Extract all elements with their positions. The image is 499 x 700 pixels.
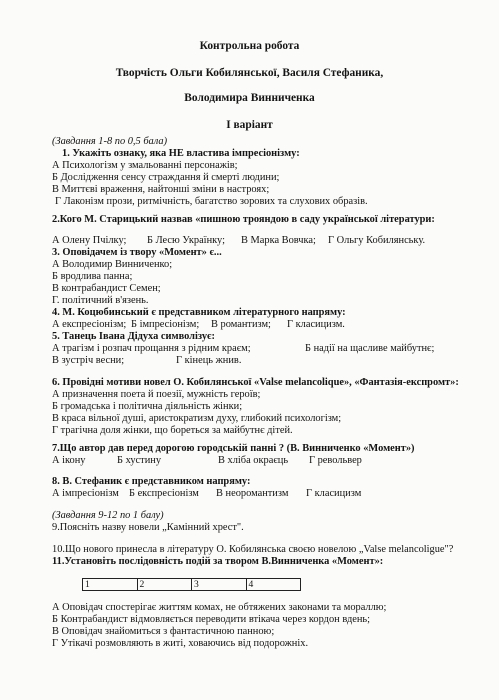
q11-option-g: Г Утікачі розмовляють в житі, ховаючись від подорожніх.	[52, 638, 309, 649]
q11-option-v: В Оповідач знайомиться з фантастичною панною;	[52, 626, 275, 637]
q1-option-g: Г Лаконізм прози, ритмічність, багатство зорових та слухових образів.	[55, 196, 368, 207]
q5-question: 5. Танець Івана Дідуха символізує:	[52, 331, 215, 342]
q7-question: 7.Що автор дав перед дорогою городській панні ? (В. Винниченко «Момент»)	[52, 443, 415, 454]
document-subtitle-line2: Володимира Винниченка	[184, 92, 315, 104]
q3-option-g: Г. політичний в'язень.	[52, 295, 149, 306]
section2-note: (Завдання 9-12 по 1 балу)	[52, 510, 164, 521]
q1-option-a: А Психологізм у змальованні персонажів;	[52, 160, 238, 171]
answer-cell-2[interactable]: 2	[138, 579, 193, 590]
q5-option-a: А трагізм і розпач прощання з рідним краєм;	[52, 343, 251, 354]
q4-question: 4. М. Коцюбинський є представником літературного напряму:	[52, 307, 346, 318]
q3-question: 3. Оповідачем із твору «Момент» є...	[52, 247, 222, 258]
q4-option-g: Г класицизм.	[287, 319, 345, 330]
q11-option-a: А Оповідач спостерігає життям комах, не обтяжених законами та мораллю;	[52, 602, 387, 613]
q8-question: 8. В. Стефаник є представником напряму:	[52, 476, 251, 487]
q6-option-a: А призначення поета й поезії, мужність героїв;	[52, 389, 261, 400]
q7-option-a: А ікону	[52, 455, 86, 466]
q11-question: 11.Установіть послідовність подій за твором В.Винниченка «Момент»:	[52, 556, 384, 567]
q2-option-g: Г Ольгу Кобилянську.	[328, 235, 426, 246]
q1-option-b: Б Дослідження сенсу страждання й смерті людини;	[52, 172, 280, 183]
q2-option-b: Б Лесю Українку;	[147, 235, 225, 246]
q9-question: 9.Поясніть назву новели „Камінний хрест".	[52, 522, 244, 533]
q8-option-v: В неоромантизм	[216, 488, 289, 499]
q3-option-b: Б вродлива панна;	[52, 271, 133, 282]
q4-option-a: А експресіонізм;	[52, 319, 127, 330]
answer-cell-4[interactable]: 4	[248, 579, 254, 590]
q8-option-g: Г класицизм	[306, 488, 362, 499]
q3-option-v: В контрабандист Семен;	[52, 283, 161, 294]
q7-option-v: В хліба окраєць	[218, 455, 289, 466]
q8-option-b: Б експресіонізм	[129, 488, 199, 499]
variant-label: І варіант	[226, 119, 273, 131]
q6-question: 6. Провідні мотиви новел О. Кобилянської «Valse melancolique», «Фантазія-експромт»:	[52, 377, 459, 388]
document-subtitle-line1: Творчість Ольги Кобилянської, Василя Стефаника,	[115, 67, 384, 79]
q2-option-v: В Марка Вовчка;	[241, 235, 316, 246]
q11-answer-grid[interactable]	[82, 578, 301, 591]
q8-option-a: А імпресіонізм	[52, 488, 119, 499]
q5-option-b: Б надії на щасливе майбутнє;	[305, 343, 435, 354]
q6-option-g: Г трагічна доля жінки, що бореться за майбутнє дітей.	[52, 425, 293, 436]
q6-option-b: Б громадська і політична діяльність жінки;	[52, 401, 243, 412]
answer-cell-3[interactable]: 3	[192, 579, 247, 590]
q7-option-g: Г револьвер	[309, 455, 362, 466]
q2-question: 2.Кого М. Старицький назвав «пишною трояндою в саду української літератури:	[52, 214, 435, 225]
answer-cell-1[interactable]: 1	[83, 579, 138, 590]
q7-option-b: Б хустину	[117, 455, 162, 466]
section1-note: (Завдання 1-8 по 0,5 бала)	[52, 136, 168, 147]
q4-option-v: В романтизм;	[211, 319, 271, 330]
q1-question: 1. Укажіть ознаку, яка НЕ властива імпресіонізму:	[62, 148, 300, 159]
q3-option-a: А Володимир Винниченко;	[52, 259, 173, 270]
q5-option-g: Г кінець жнив.	[176, 355, 242, 366]
q5-option-v: В зустріч весни;	[52, 355, 125, 366]
q2-option-a: А Олену Пчілку;	[52, 235, 127, 246]
q1-option-v: В Миттєві враження, найтонші зміни в настроях;	[52, 184, 270, 195]
q6-option-v: В краса вільної душі, аристократизм духу, глибокий психологізм;	[52, 413, 342, 424]
q4-option-b: Б імпресіонізм;	[131, 319, 200, 330]
q11-option-b: Б Контрабандист відмовляється переводити втікача через кордон вдень;	[52, 614, 371, 625]
q10-question: 10.Що нового принесла в літературу О. Кобилянська своєю новелою „Valse melancoligue"?	[52, 544, 454, 555]
document-title: Контрольна робота	[199, 40, 300, 52]
